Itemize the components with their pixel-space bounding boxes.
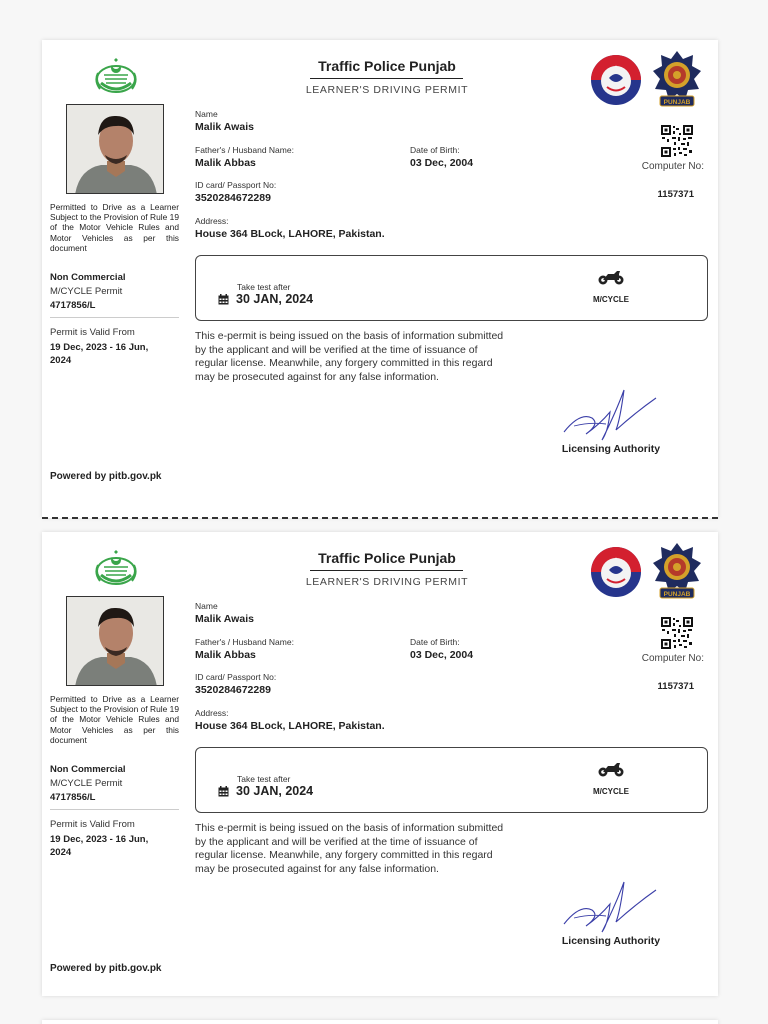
take-test-date: 30 JAN, 2024 bbox=[236, 292, 314, 306]
vehicle-category: Non Commercial bbox=[50, 764, 126, 775]
permit-card bbox=[42, 40, 718, 518]
permit-terms: Permitted to Drive as a Learner Subject to the Provision of Rule 19 of the Motor Vehicle Rules and Motor Vehicles as per this document bbox=[50, 202, 179, 253]
qr-code-icon bbox=[660, 616, 694, 650]
title-divider bbox=[310, 78, 463, 79]
address: House 364 BLock, LAHORE, Pakistan. bbox=[195, 720, 385, 732]
validity-label: Permit is Valid From bbox=[50, 819, 135, 830]
document-subtitle: LEARNER'S DRIVING PERMIT bbox=[305, 576, 469, 588]
licensing-authority-label: Licensing Authority bbox=[561, 443, 661, 455]
title-divider bbox=[310, 570, 463, 571]
motorcycle-icon bbox=[598, 268, 624, 286]
validity-dates: 19 Dec, 2023 - 16 Jun, 2024 bbox=[50, 834, 149, 858]
computer-number: 1157371 bbox=[657, 681, 694, 692]
permit-type: M/CYCLE Permit bbox=[50, 286, 123, 297]
validity-dates: 19 Dec, 2023 - 16 Jun, 2024 bbox=[50, 342, 149, 366]
permit-type: M/CYCLE Permit bbox=[50, 778, 123, 789]
father-name: Malik Abbas bbox=[195, 157, 256, 169]
qr-code-icon bbox=[660, 124, 694, 158]
badge-label: PUNJAB bbox=[663, 591, 691, 598]
validity-label: Permit is Valid From bbox=[50, 327, 135, 338]
left-divider bbox=[50, 317, 179, 318]
computer-no-label: Computer No: bbox=[641, 161, 704, 172]
powered-by: Powered by pitb.gov.pk bbox=[50, 471, 162, 482]
disclaimer-text: This e-permit is being issued on the basis of information submitted by the applicant and will be verified at the time of issuance of regular license. Meanwhile, any forgery committed in this regard may be prosecuted against for any false information. bbox=[195, 330, 504, 383]
id-label: ID card/ Passport No: bbox=[195, 672, 277, 682]
document-subtitle: LEARNER'S DRIVING PERMIT bbox=[305, 84, 469, 96]
date-of-birth: 03 Dec, 2004 bbox=[410, 649, 474, 661]
authority-signature bbox=[560, 382, 660, 444]
permit-number: 4717856/L bbox=[50, 300, 96, 311]
calendar-icon bbox=[218, 294, 229, 305]
take-test-label: Take test after bbox=[237, 774, 291, 784]
badge-label: PUNJAB bbox=[663, 99, 691, 106]
take-test-date: 30 JAN, 2024 bbox=[236, 784, 314, 798]
disclaimer-text: This e-permit is being issued on the basis of information submitted by the applicant and will be verified at the time of issuance of regular license. Meanwhile, any forgery committed in this regard may be prosecuted against for any false information. bbox=[195, 822, 504, 875]
id-label: ID card/ Passport No: bbox=[195, 180, 277, 190]
father-name-label: Father's / Husband Name: bbox=[195, 637, 294, 647]
applicant-photo bbox=[66, 596, 164, 686]
powered-by: Powered by pitb.gov.pk bbox=[50, 963, 162, 974]
computer-number: 1157371 bbox=[657, 189, 694, 200]
permit-number: 4717856/L bbox=[50, 792, 96, 803]
document-title: Traffic Police Punjab bbox=[318, 58, 456, 74]
name-label: Name bbox=[195, 601, 218, 611]
dob-label: Date of Birth: bbox=[410, 637, 460, 647]
punjab-police-badge bbox=[590, 54, 642, 106]
id-number: 3520284672289 bbox=[195, 684, 271, 696]
traffic-police-badge bbox=[652, 50, 702, 108]
id-number: 3520284672289 bbox=[195, 192, 271, 204]
vehicle-type-label: M/CYCLE bbox=[593, 295, 629, 304]
permit-card-copy bbox=[42, 532, 718, 996]
punjab-government-logo bbox=[92, 57, 140, 95]
permit-terms: Permitted to Drive as a Learner Subject to the Provision of Rule 19 of the Motor Vehicle Rules and Motor Vehicles as per this document bbox=[50, 694, 179, 745]
father-name: Malik Abbas bbox=[195, 649, 256, 661]
date-of-birth: 03 Dec, 2004 bbox=[410, 157, 474, 169]
take-test-label: Take test after bbox=[237, 282, 291, 292]
traffic-police-badge bbox=[652, 542, 702, 600]
test-info-box bbox=[195, 747, 708, 813]
father-name-label: Father's / Husband Name: bbox=[195, 145, 294, 155]
motorcycle-icon bbox=[598, 760, 624, 778]
vehicle-category: Non Commercial bbox=[50, 272, 126, 283]
vehicle-type-label: M/CYCLE bbox=[593, 787, 629, 796]
name-label: Name bbox=[195, 109, 218, 119]
address-label: Address: bbox=[195, 708, 229, 718]
cut-line bbox=[42, 517, 718, 519]
address: House 364 BLock, LAHORE, Pakistan. bbox=[195, 228, 385, 240]
dob-label: Date of Birth: bbox=[410, 145, 460, 155]
document-title: Traffic Police Punjab bbox=[318, 550, 456, 566]
licensing-authority-label: Licensing Authority bbox=[561, 935, 661, 947]
applicant-name: Malik Awais bbox=[195, 121, 254, 133]
applicant-photo bbox=[66, 104, 164, 194]
computer-no-label: Computer No: bbox=[641, 653, 704, 664]
left-divider bbox=[50, 809, 179, 810]
calendar-icon bbox=[218, 786, 229, 797]
punjab-police-badge bbox=[590, 546, 642, 598]
applicant-name: Malik Awais bbox=[195, 613, 254, 625]
test-info-box bbox=[195, 255, 708, 321]
next-page-edge bbox=[42, 1020, 718, 1024]
authority-signature bbox=[560, 874, 660, 936]
punjab-government-logo bbox=[92, 549, 140, 587]
address-label: Address: bbox=[195, 216, 229, 226]
